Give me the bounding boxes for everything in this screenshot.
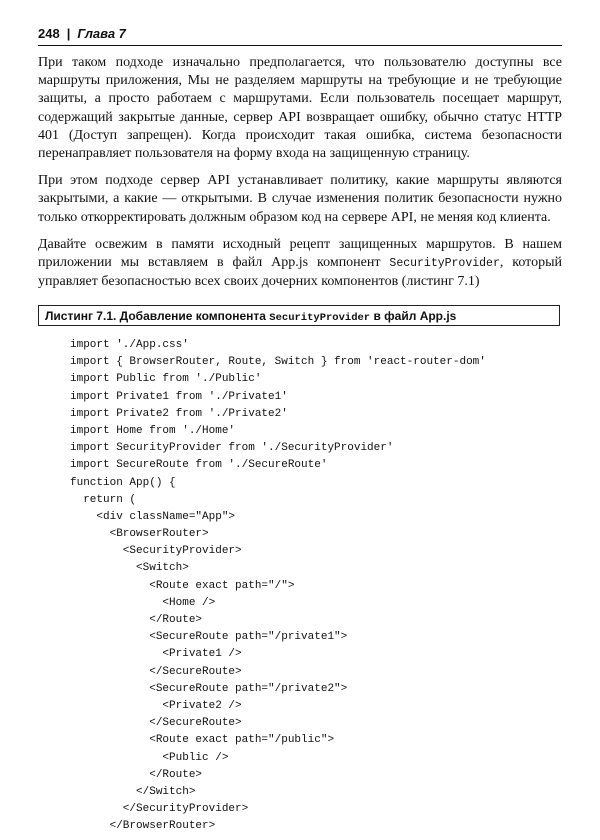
- code-line: <div className="App">: [70, 510, 236, 523]
- code-line: <Public />: [70, 751, 229, 764]
- code-line: import Home from './Home': [70, 424, 236, 437]
- code-line: return (: [70, 493, 137, 506]
- code-line: </Switch>: [70, 785, 196, 798]
- code-line: </SecureRoute>: [70, 665, 242, 678]
- code-listing: [70, 337, 560, 835]
- code-line: import SecureRoute from './SecureRoute': [70, 459, 328, 472]
- inline-code-security-provider: SecurityProvider: [389, 257, 500, 271]
- page-number: 248: [38, 26, 60, 41]
- code-line: </BrowserRouter>: [70, 820, 216, 833]
- code-line: import Private2 from './Private2': [70, 407, 288, 420]
- code-line: <Route exact path="/">: [70, 579, 295, 592]
- running-header: [38, 26, 562, 42]
- chapter-title: Глава 7: [77, 26, 126, 41]
- paragraph-3-text-before: Давайте освежим в памяти исходный рецепт защищенных маршрутов. В нашем приложении мы вставляем в файл App.js компонент: [38, 236, 562, 271]
- code-line: <SecureRoute path="/private2">: [70, 682, 348, 695]
- code-line: function App() {: [70, 476, 176, 489]
- paragraph-3: [38, 236, 562, 292]
- code-line: import SecurityProvider from './SecurityProvider': [70, 442, 394, 455]
- code-line: import Public from './Public': [70, 373, 262, 386]
- book-page: [38, 0, 562, 840]
- code-line: <SecurityProvider>: [70, 545, 242, 558]
- code-line: <Private1 />: [70, 648, 242, 661]
- header-separator: |: [66, 26, 71, 41]
- code-line: <Route exact path="/public">: [70, 734, 335, 747]
- header-rule: [38, 45, 562, 46]
- body-text: [38, 54, 562, 300]
- paragraph-1: При таком подходе изначально предполагается, что пользователю доступны все маршруты приложения, Мы не разделяем маршруты на требующие и не требующие защиты, а просто работаем с маршрутами. Если пользователь посещает маршрут, содержащий закрытые данные, сервер API возвращает ошибку, обычно статус HTTP 401 (Доступ запрещен). Когда происходит такая ошибка, система безопасности перенаправляет пользователя на форму входа на защищенную страницу.: [38, 55, 562, 162]
- paragraph-3-text-after: , который управляет безопасностью всех своих дочерних компонентов (листинг 7.1): [38, 255, 562, 290]
- code-line: <SecureRoute path="/private1">: [70, 631, 348, 644]
- code-line: <Switch>: [70, 562, 189, 575]
- code-line: import './App.css': [70, 339, 189, 351]
- code-line: import Private1 from './Private1': [70, 390, 288, 403]
- code-line: </SecurityProvider>: [70, 803, 249, 816]
- paragraph-2: При этом подходе сервер API устанавливает политику, какие маршруты являются закрытыми, а какие — открытыми. В случае изменения политик безопасности нужно только откорректировать должным образом код на сервере API, не меняя код клиента.: [38, 173, 562, 225]
- code-line: import { BrowserRouter, Route, Switch } from 'react-router-dom': [70, 356, 486, 369]
- listing-component-name: SecurityProvider: [269, 312, 371, 324]
- listing-caption: [38, 305, 560, 326]
- code-line: <Home />: [70, 596, 216, 609]
- code-line: <BrowserRouter>: [70, 528, 209, 541]
- code-line: </Route>: [70, 768, 203, 781]
- code-line: <Private2 />: [70, 699, 242, 712]
- listing-suffix: в файл App.js: [373, 309, 457, 323]
- code-line: </Route>: [70, 614, 203, 626]
- code-line: </SecureRoute>: [70, 717, 242, 730]
- listing-label: Листинг 7.1. Добавление компонента: [45, 309, 266, 323]
